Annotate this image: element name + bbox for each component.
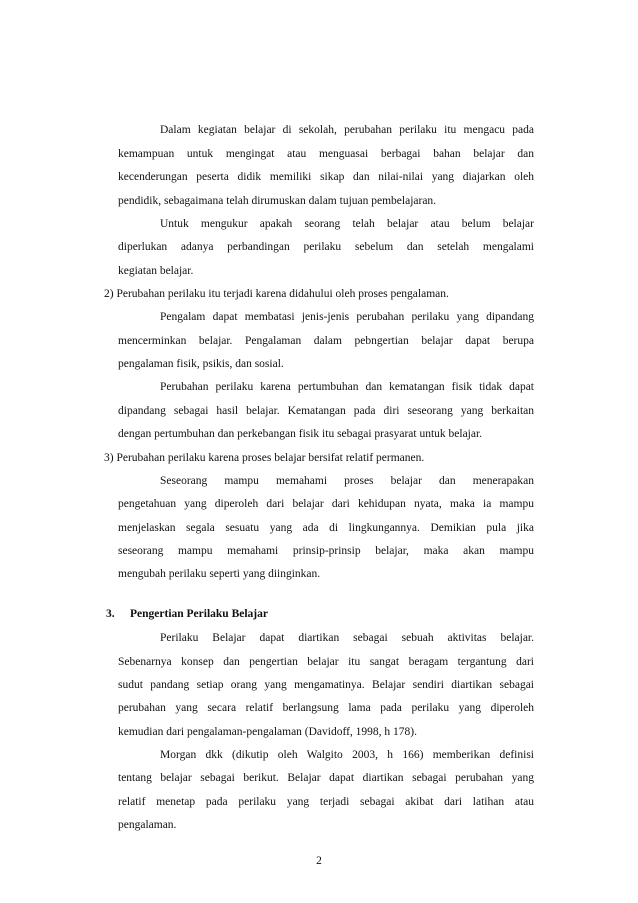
paragraph-line: relatif menetap pada perilaku yang terjadi sebagai akibat dari latihan atau [118, 796, 534, 808]
paragraph-line: Sebenarnya konsep dan pengertian belajar itu sangat beragam tergantung dari [118, 656, 534, 668]
paragraph-line: dipandang sebagai hasil belajar. Kematangan pada diri seseorang yang berkaitan [118, 405, 534, 417]
page-number: 2 [316, 855, 322, 867]
paragraph-line: mencerminkan belajar. Pengalaman dalam pebngertian belajar dapat berupa [118, 335, 534, 347]
paragraph-line: Dalam kegiatan belajar di sekolah, perubahan perilaku itu mengacu pada [160, 124, 534, 136]
numbered-item: 3) Perubahan perilaku karena proses belajar bersifat relatif permanen. [104, 452, 425, 464]
paragraph-line: Perilaku Belajar dapat diartikan sebagai sebuah aktivitas belajar. [160, 632, 534, 644]
paragraph-line: kemampuan untuk mengingat atau menguasai berbagai bahan belajar dan [118, 148, 534, 160]
paragraph-line: Untuk mengukur apakah seorang telah belajar atau belum belajar [160, 218, 534, 230]
paragraph-line: menjelaskan segala sesuatu yang ada di lingkungannya. Demikian pula jika [118, 522, 534, 534]
paragraph-line: seseorang mampu memahami prinsip-prinsip belajar, maka akan mampu [118, 545, 534, 557]
paragraph-line: kegiatan belajar. [118, 265, 194, 277]
section-title: Pengertian Perilaku Belajar [130, 608, 268, 620]
paragraph-line: Perubahan perilaku karena pertumbuhan dan kematangan fisik tidak dapat [160, 381, 534, 393]
paragraph-line: tentang belajar sebagai berikut. Belajar dapat diartikan sebagai perubahan yang [118, 772, 534, 784]
paragraph-line: pendidik, sebagaimana telah dirumuskan dalam tujuan pembelajaran. [118, 195, 437, 207]
paragraph-line: diperlukan adanya perbandingan perilaku sebelum dan setelah mengalami [118, 241, 534, 253]
paragraph-line: kecenderungan peserta didik memiliki sikap dan nilai-nilai yang diajarkan oleh [118, 171, 534, 183]
paragraph-line: kemudian dari pengalaman-pengalaman (Davidoff, 1998, h 178). [118, 726, 418, 738]
paragraph-line: Pengalam dapat membatasi jenis-jenis perubahan perilaku yang dipandang [160, 311, 534, 323]
paragraph-line: Seseorang mampu memahami proses belajar dan menerapakan [160, 475, 534, 487]
paragraph-line: pengalaman. [118, 819, 177, 831]
numbered-item: 2) Perubahan perilaku itu terjadi karena didahului oleh proses pengalaman. [104, 288, 449, 300]
section-number: 3. [106, 608, 115, 620]
section-heading [106, 608, 268, 620]
paragraph-line: mengubah perilaku seperti yang diinginkan. [118, 568, 321, 580]
paragraph-line: sudut pandang setiap orang yang mengamatinya. Belajar sendiri diartikan sebagai [118, 679, 534, 691]
paragraph-line: pengetahuan yang diperoleh dari belajar dari kehidupan nyata, maka ia mampu [118, 498, 534, 510]
paragraph-line: Morgan dkk (dikutip oleh Walgito 2003, h 166) memberikan definisi [160, 749, 534, 761]
paragraph-line: pengalaman fisik, psikis, dan sosial. [118, 358, 284, 370]
paragraph-line: dengan pertumbuhan dan perkebangan fisik itu sebagai prasyarat untuk belajar. [118, 428, 483, 440]
paragraph-line: perubahan yang secara relatif berlangsung lama pada perilaku yang diperoleh [118, 702, 534, 714]
